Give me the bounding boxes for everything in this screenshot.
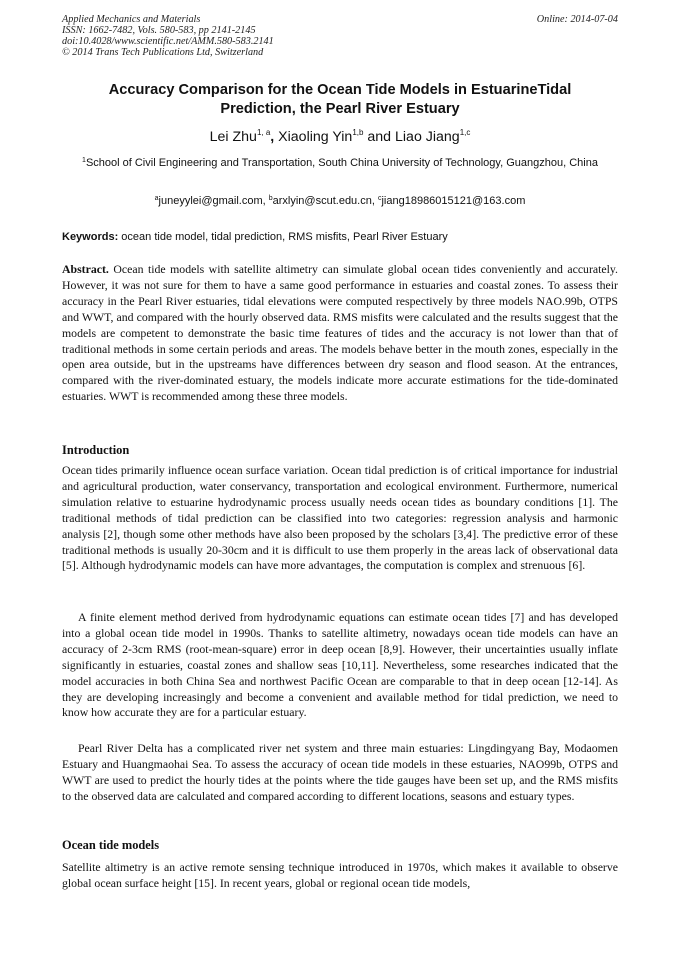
title-line-1: Accuracy Comparison for the Ocean Tide Models in EstuarineTidal — [108, 82, 572, 98]
author-1: Lei Zhu — [209, 129, 257, 145]
abstract-label: Abstract. — [62, 262, 109, 276]
keywords-label: Keywords: — [62, 231, 119, 243]
author-2-affil: 1,b — [352, 128, 364, 137]
author-list — [62, 128, 618, 146]
email-b: arxlyin@scut.edu.cn, — [272, 195, 378, 207]
ocean-tide-models-heading: Ocean tide models — [62, 838, 160, 852]
introduction-paragraph-3: Pearl River Delta has a complicated river net system and three main estuaries: Lingdingyang Bay, Modaomen Estuary and Huangmaohai Sea. To assess the accuracy of ocean tide models in these estuaries, NAO99b, OTPS and WWT are used to predict the hourly tides at the points where the tide gauges have been set up, and the RMS misfits to the observed data are calculated and compared according to different locations, seasons and estuary types. — [62, 741, 618, 803]
title-line-2: Prediction, the Pearl River Estuary — [220, 101, 460, 117]
journal-doi: doi:10.4028/www.scientific.net/AMM.580-583.2141 — [62, 36, 274, 47]
journal-copyright: © 2014 Trans Tech Publications Ltd, Switzerland — [62, 47, 264, 58]
online-date: Online: 2014-07-04 — [536, 14, 618, 25]
affiliation-marker: 1 — [82, 157, 86, 164]
email-c-marker: c — [377, 195, 382, 202]
journal-issn: ISSN: 1662-7482, Vols. 580-583, pp 2141-2145 — [62, 25, 256, 36]
author-1-affil: 1, a — [256, 128, 271, 137]
author-emails — [62, 194, 618, 208]
email-b-marker: b — [268, 195, 273, 202]
introduction-paragraph-1: Ocean tides primarily influence ocean surface variation. Ocean tidal prediction is of critical importance for industrial and agricultural production, water conservancy, transportation and ecological environment. Furthermore, numerical simulation relative to estuarine hydrodynamic process usually needs ocean tides as boundary conditions [1]. The traditional methods of tidal prediction can be classified into two categories: regression analysis and harmonic analysis [2], though some other methods have also been proposed by the scholars [3,4]. The predictive error of these traditional methods is usually 20-30cm and it is difficult to use them properly in the areas lack of observational data [5]. Although hydrodynamic models can have more advantages, the computation is complex and strenuous [6]. — [62, 463, 618, 573]
author-separator: , — [270, 129, 275, 145]
email-c: jiang18986015121@163.com — [381, 195, 526, 207]
affiliation — [62, 156, 618, 171]
journal-header — [62, 14, 618, 58]
abstract-text: Ocean tide models with satellite altimetry can simulate global ocean tides conveniently and accurately. However, it was not sure for them to have a same good performance in estuaries and coastal zones. To assess their accuracy in the Pearl River estuaries, tidal elevations were computed respectively by three models NAO.99b, OTPS and WWT, and compared with the hourly observed data. RMS misfits were calculated and the results suggest that the models are competent to demonstrate the basic time features of tides and the accuracy is not lower than that of traditional methods in some certain periods and areas. The models behave better in the mouth zones, especially in the open area outside, but in the upstreams have differences between dry season and flood season. At the entrances, compared with the river-dominated estuary, the models indicate more accurate estimations for the tide-dominated estuaries. WWT is recommended among these three models. — [62, 262, 618, 404]
author-3: and Liao Jiang — [363, 129, 460, 145]
email-a-marker: a — [154, 195, 159, 202]
author-3-affil: 1,c — [459, 128, 471, 137]
email-a: juneyylei@gmail.com, — [158, 195, 269, 207]
journal-name: Applied Mechanics and Materials — [62, 14, 201, 25]
affiliation-text: School of Civil Engineering and Transportation, South China University of Technology, Guangzhou, China — [85, 157, 598, 169]
keywords — [62, 230, 618, 244]
abstract — [62, 262, 618, 405]
introduction-heading: Introduction — [62, 443, 130, 457]
introduction-paragraph-2: A finite element method derived from hydrodynamic equations can estimate ocean tides [7] and has developed into a global ocean tide model in 1990s. Thanks to satellite altimetry, nowadays ocean tide models can have an accuracy of 2-3cm RMS (root-mean-square) error in deep ocean [8,9]. However, their uncertainties usually inflate significantly in estuaries, coastal zones and shallow seas [10,11]. Nevertheless, some researches indicated that the model accuracies in both China Sea and northwest Pacific Ocean are comparable to that in deep ocean [12-14]. As they are developing increasingly and become a convenient and available method for tidal prediction, we need to know how accurate they are for a particular estuary. — [62, 610, 618, 720]
ocean-tide-models-paragraph-1: Satellite altimetry is an active remote sensing technique introduced in 1970s, which makes it available to observe global ocean surface height [15]. In recent years, global or regional ocean tide models, — [62, 860, 618, 890]
author-2: Xiaoling Yin — [274, 129, 353, 145]
keywords-text: ocean tide model, tidal prediction, RMS misfits, Pearl River Estuary — [118, 231, 448, 243]
paper-title — [62, 81, 618, 119]
